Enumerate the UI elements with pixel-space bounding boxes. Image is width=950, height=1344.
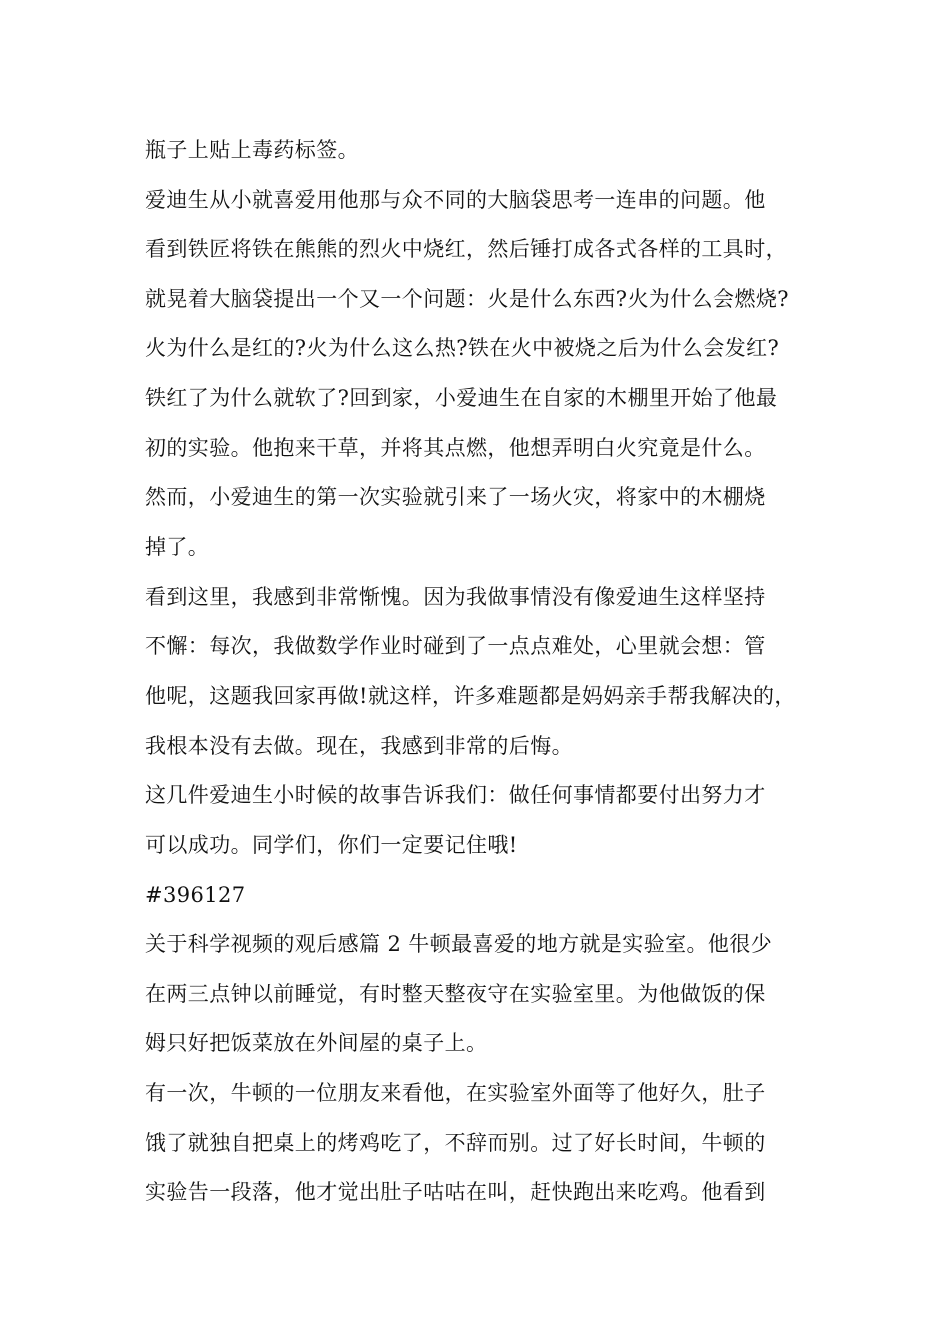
- text-line: 爱迪生从小就喜爱用他那与众不同的大脑袋思考一连串的问题。他: [145, 188, 766, 212]
- text-line: 就晃着大脑袋提出一个又一个问题：火是什么东西?火为什么会燃烧?: [145, 287, 789, 311]
- text-line: 这几件爱迪生小时候的故事告诉我们：做任何事情都要付出努力才: [145, 783, 766, 807]
- text-line: 火为什么是红的?火为什么这么热?铁在火中被烧之后为什么会发红?: [145, 336, 780, 360]
- text-line: 掉了。: [145, 535, 210, 559]
- text-line: 然而，小爱迪生的第一次实验就引来了一场火灾，将家中的木棚烧: [145, 485, 766, 509]
- text-line: 他呢，这题我回家再做!就这样，许多难题都是妈妈亲手帮我解决的，: [145, 684, 796, 708]
- text-line: 在两三点钟以前睡觉，有时整天整夜守在实验室里。为他做饭的保: [145, 982, 766, 1006]
- text-line: 铁红了为什么就软了?回到家，小爱迪生在自家的木棚里开始了他最: [145, 386, 778, 410]
- text-line: 初的实验。他抱来干草，并将其点燃，他想弄明白火究竟是什么。: [145, 436, 766, 460]
- text-line: 我根本没有去做。现在，我感到非常的后悔。: [145, 734, 573, 758]
- text-line: 实验告一段落，他才觉出肚子咕咕在叫，赶快跑出来吃鸡。他看到: [145, 1180, 766, 1204]
- text-line: 饿了就独自把桌上的烤鸡吃了，不辞而别。过了好长时间，牛顿的: [145, 1131, 766, 1155]
- text-line: 可以成功。同学们，你们一定要记住哦!: [145, 833, 518, 857]
- text-line: 姆只好把饭菜放在外间屋的桌子上。: [145, 1031, 488, 1055]
- text-line: 看到这里，我感到非常惭愧。因为我做事情没有像爱迪生这样坚持: [145, 585, 766, 609]
- text-line: 有一次，牛顿的一位朋友来看他，在实验室外面等了他好久，肚子: [145, 1081, 766, 1105]
- text-line: 看到铁匠将铁在熊熊的烈火中烧红，然后锤打成各式各样的工具时，: [145, 237, 787, 261]
- text-line: 瓶子上贴上毒药标签。: [145, 138, 359, 162]
- text-line: 关于科学视频的观后感篇 2 牛顿最喜爱的地方就是实验室。他很少: [145, 932, 773, 956]
- text-line: 不懈：每次，我做数学作业时碰到了一点点难处，心里就会想：管: [145, 634, 766, 658]
- document-id: #396127: [145, 883, 246, 907]
